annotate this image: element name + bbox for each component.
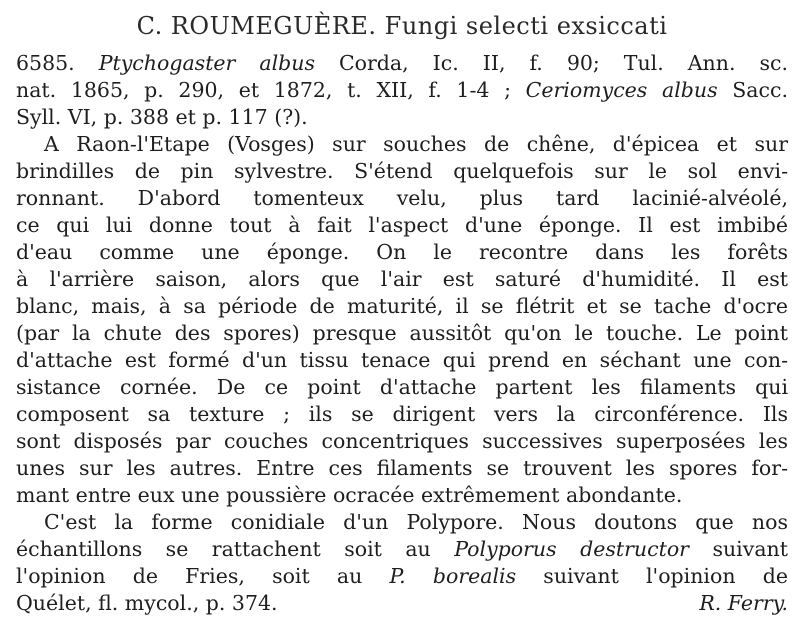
description-line: d'eau comme une éponge. On le recontre dans les forêts	[16, 240, 788, 264]
entry-line-3-text: Syll. VI, p. 388 et p. 117 (?).	[16, 105, 308, 129]
entry-number: 6585.	[16, 51, 75, 75]
conclusion-line-1: C'est la forme conidiale d'un Polypore. Nous doutons que nos	[44, 510, 788, 534]
description-line: ce qui lui donne tout à fait l'aspect d'une éponge. Il est imbibé	[16, 213, 788, 237]
conclusion-line-4	[16, 590, 788, 617]
conclusion-species-1: Polyporus destructor	[454, 537, 689, 561]
description-line: mant entre eux une poussière ocracée extrêmement abondante.	[16, 483, 683, 507]
description-line: unes sur les autres. Entre ces filaments se trouvent les spores for-	[16, 456, 788, 480]
entry-line-2-text: nat. 1865, p. 290, et 1872, t. XII, f. 1-4 ;	[16, 78, 511, 102]
conclusion-line-2-pre: échantillons se rattachent soit au	[16, 537, 431, 561]
description-line: sont disposés par couches concentriques successives superposées les	[16, 429, 788, 453]
description-line: sistance cornée. De ce point d'attache partent les filaments qui	[16, 375, 788, 399]
description-line: ronnant. D'abord tomenteux velu, plus tard lacinié-alvéolé,	[16, 186, 788, 210]
header-title: Fungi selecti exsiccati	[384, 12, 668, 40]
description-line: blanc, mais, à sa période de maturité, il se flétrit et se tache d'ocre	[16, 294, 788, 318]
entry-line-1	[16, 50, 788, 77]
entry-citation: Corda, Ic. II, f. 90; Tul. Ann. sc.	[338, 51, 788, 75]
signature: R. Ferry.	[699, 591, 788, 615]
conclusion-line-4-text: Quélet, fl. mycol., p. 374.	[16, 591, 278, 615]
conclusion-line-2	[16, 536, 788, 563]
entry-synonym-author: Sacc.	[732, 78, 788, 102]
conclusion-line-2-post: suivant	[712, 537, 788, 561]
description-line: (par la chute des spores) presque aussitôt qu'on le touche. Le point	[16, 321, 788, 345]
entry-line-3	[16, 104, 788, 131]
document-page	[16, 0, 788, 625]
description-line: brindilles de pin sylvestre. S'étend quelquefois sur le sol envi-	[16, 159, 788, 183]
conclusion-line-3	[16, 563, 788, 590]
conclusion-species-2: P. borealis	[389, 564, 517, 588]
description-line: composent sa texture ; ils se dirigent vers la circonférence. Ils	[16, 402, 788, 426]
entry-synonym: Ceriomyces albus	[525, 78, 718, 102]
description-line: à l'arrière saison, alors que l'air est saturé d'humidité. Il est	[16, 267, 788, 291]
description-line: A Raon-l'Etape (Vosges) sur souches de chêne, d'épicea et sur	[44, 132, 788, 156]
conclusion-line-3-post: suivant l'opinion de	[543, 564, 788, 588]
page-header	[16, 12, 788, 40]
header-author: C. ROUMEGUÈRE.	[136, 12, 377, 40]
conclusion-line-3-pre: l'opinion de Fries, soit au	[16, 564, 363, 588]
entry-species: Ptychogaster albus	[98, 51, 315, 75]
description-line: d'attache est formé d'un tissu tenace qui prend en séchant une con-	[16, 348, 788, 372]
entry-line-2	[16, 77, 788, 104]
